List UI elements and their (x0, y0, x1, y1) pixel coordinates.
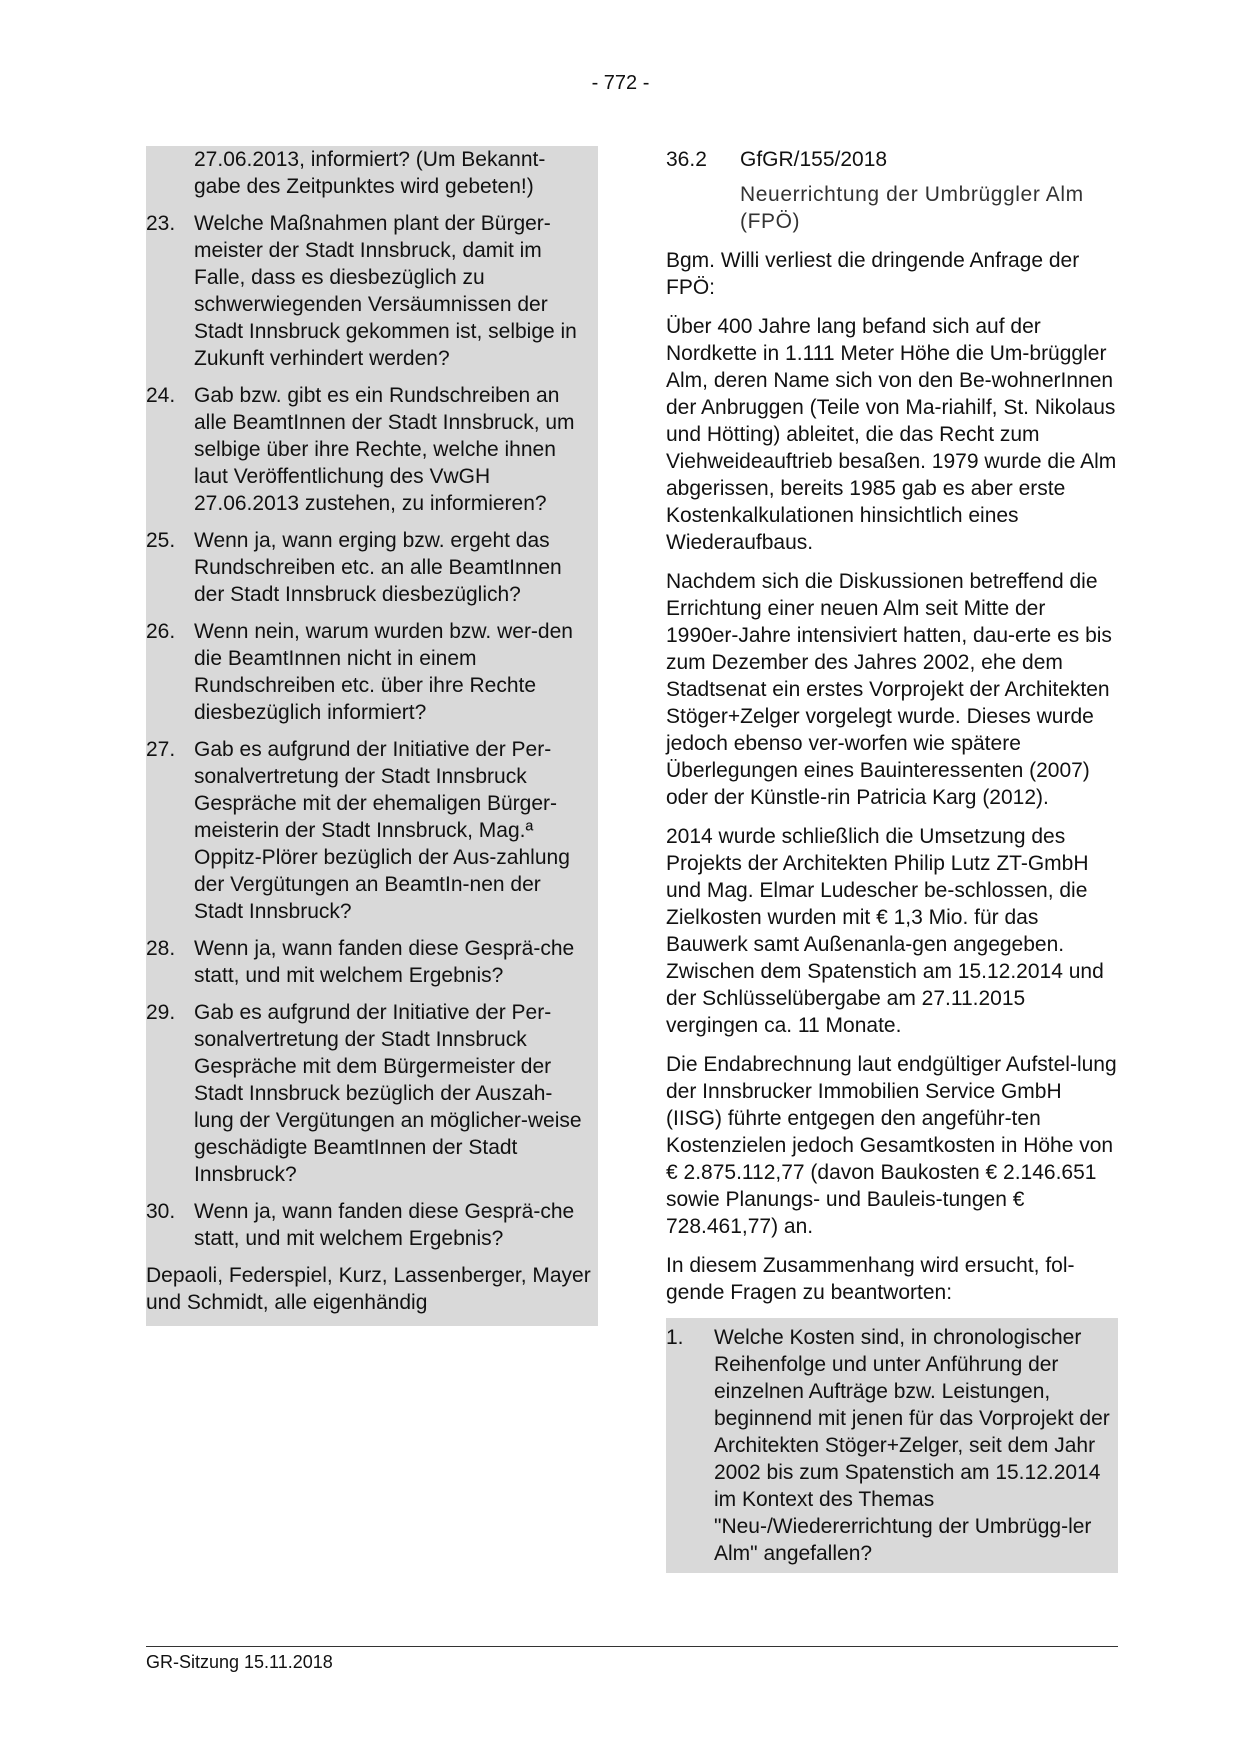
body-paragraph: Nachdem sich die Diskussionen betreffend die Errichtung einer neuen Alm seit Mitte der 1990er-Jahre intensiviert hatten, dau-erte es bis zum Dezember des Jahres 2002, ehe dem Stadtsenat ein erstes Vorprojekt der Architekten Stöger+Zelger vorgelegt wurde. Dieses wurde jedoch ebenso ver-worfen wie spätere Überlegungen eines Bauinteressenten (2007) oder der Künstle-rin Patricia Karg (2012). (666, 570, 1112, 809)
body-paragraph: In diesem Zusammenhang wird ersucht, fol-gende Fragen zu beantworten: (666, 1254, 1075, 1304)
intro-paragraph: Bgm. Willi verliest die dringende Anfrage der FPÖ: (666, 249, 1080, 299)
question-text: Gab es aufgrund der Initiative der Per-sonalvertretung der Stadt Innsbruck Gespräche mit der ehemaligen Bürger-meisterin der Stadt Innsbruck, Mag.ª Oppitz-Plörer bezüglich der Aus-zahlung der Vergütungen an BeamtIn-nen der Stadt Innsbruck? (194, 738, 570, 923)
question-number: 1. (666, 1326, 684, 1349)
footer-divider (146, 1646, 1118, 1647)
question-number: 26. (146, 620, 176, 643)
question-item (146, 618, 592, 726)
section-reference: GfGR/155/2018 (740, 148, 888, 171)
question-continuation: 27.06.2013, informiert? (Um Bekannt-gabe des Zeitpunktes wird gebeten!) (194, 148, 546, 198)
signers: Depaoli, Federspiel, Kurz, Lassenberger, Mayer und Schmidt, alle eigenhändig (146, 1264, 591, 1314)
section-number: 36.2 (666, 148, 707, 171)
question-number: 29. (146, 1001, 176, 1024)
question-text: Welche Maßnahmen plant der Bürger-meister der Stadt Innsbruck, damit im Falle, dass es diesbezüglich zu schwerwiegenden Versäumnissen der Stadt Innsbruck gekommen ist, selbige in Zukunft verhindert werden? (194, 212, 577, 370)
footer-session: GR-Sitzung 15.11.2018 (146, 1652, 333, 1672)
question-number: 30. (146, 1200, 176, 1223)
question-item (146, 1198, 592, 1252)
question-text: Wenn nein, warum wurden bzw. wer-den die BeamtInnen nicht in einem Rundschreiben etc. über ihre Rechte diesbezüglich informiert? (194, 620, 573, 724)
body-paragraph: Die Endabrechnung laut endgültiger Aufstel-lung der Innsbrucker Immobilien Service GmbH (IISG) führte entgegen den angeführ-ten Kostenzielen jedoch Gesamtkosten in Höhe von € 2.875.112,77 (davon Baukosten € 2.146.651 sowie Planungs- und Bauleis-tungen € 728.461,77) an. (666, 1053, 1117, 1238)
question-item (146, 935, 592, 989)
question-number: 23. (146, 212, 176, 235)
question-text: Welche Kosten sind, in chronologischer Reihenfolge und unter Anführung der einzelnen Aufträge bzw. Leistungen, beginnend mit jenen für das Vorprojekt der Architekten Stöger+Zelger, seit dem Jahr 2002 bis zum Spatenstich am 15.12.2014 im Kontext des Themas "Neu-/Wiedererrichtung der Umbrügg-ler Alm" angefallen? (714, 1326, 1110, 1565)
page-number: - 772 - (591, 72, 650, 94)
question-list-box (146, 146, 598, 1326)
question-item (146, 999, 592, 1188)
question-number: 24. (146, 384, 176, 407)
question-number: 25. (146, 529, 176, 552)
left-column (146, 146, 598, 1326)
question-text: Wenn ja, wann erging bzw. ergeht das Rundschreiben etc. an alle BeamtInnen der Stadt Innsbruck diesbezüglich? (194, 529, 562, 606)
question-item (666, 1324, 1112, 1567)
question-number: 28. (146, 937, 176, 960)
question-text: Gab es aufgrund der Initiative der Per-sonalvertretung der Stadt Innsbruck Gespräche mit dem Bürgermeister der Stadt Innsbruck bezüglich der Auszah-lung der Vergütungen an möglicher-weise geschädigte BeamtInnen der Stadt Innsbruck? (194, 1001, 582, 1186)
question-list-box (666, 1318, 1118, 1573)
right-column (666, 146, 1118, 1573)
question-text: Gab bzw. gibt es ein Rundschreiben an alle BeamtInnen der Stadt Innsbruck, um selbige über ihre Rechte, welche ihnen laut Veröffentlichung des VwGH 27.06.2013 zustehen, zu informieren? (194, 384, 575, 515)
section-heading (666, 146, 1118, 173)
section-subject: Neuerrichtung der Umbrüggler Alm (FPÖ) (740, 183, 1084, 233)
question-number: 27. (146, 738, 176, 761)
body-paragraph: 2014 wurde schließlich die Umsetzung des Projekts der Architekten Philip Lutz ZT-GmbH und Mag. Elmar Ludescher be-schlossen, die Zielkosten wurden mit € 1,3 Mio. für das Bauwerk samt Außenanla-gen angegeben. Zwischen dem Spatenstich am 15.12.2014 und der Schlüsselübergabe am 27.11.2015 vergingen ca. 11 Monate. (666, 825, 1104, 1037)
question-item (146, 382, 592, 517)
body-paragraph: Über 400 Jahre lang befand sich auf der Nordkette in 1.111 Meter Höhe die Um-brüggler Alm, deren Name sich von den Be-wohnerInnen der Anbruggen (Teile von Ma-riahilf, St. Nikolaus und Hötting) ableitet, die das Recht zum Viehweideauftrieb besaßen. 1979 wurde die Alm abgerissen, bereits 1985 gab es aber erste Kostenkalkulationen hinsichtlich eines Wiederaufbaus. (666, 315, 1117, 554)
question-item (146, 736, 592, 925)
question-text: Wenn ja, wann fanden diese Gesprä-che statt, und mit welchem Ergebnis? (194, 1200, 575, 1250)
question-item (146, 527, 592, 608)
question-text: Wenn ja, wann fanden diese Gesprä-che statt, und mit welchem Ergebnis? (194, 937, 575, 987)
question-item (146, 210, 592, 372)
